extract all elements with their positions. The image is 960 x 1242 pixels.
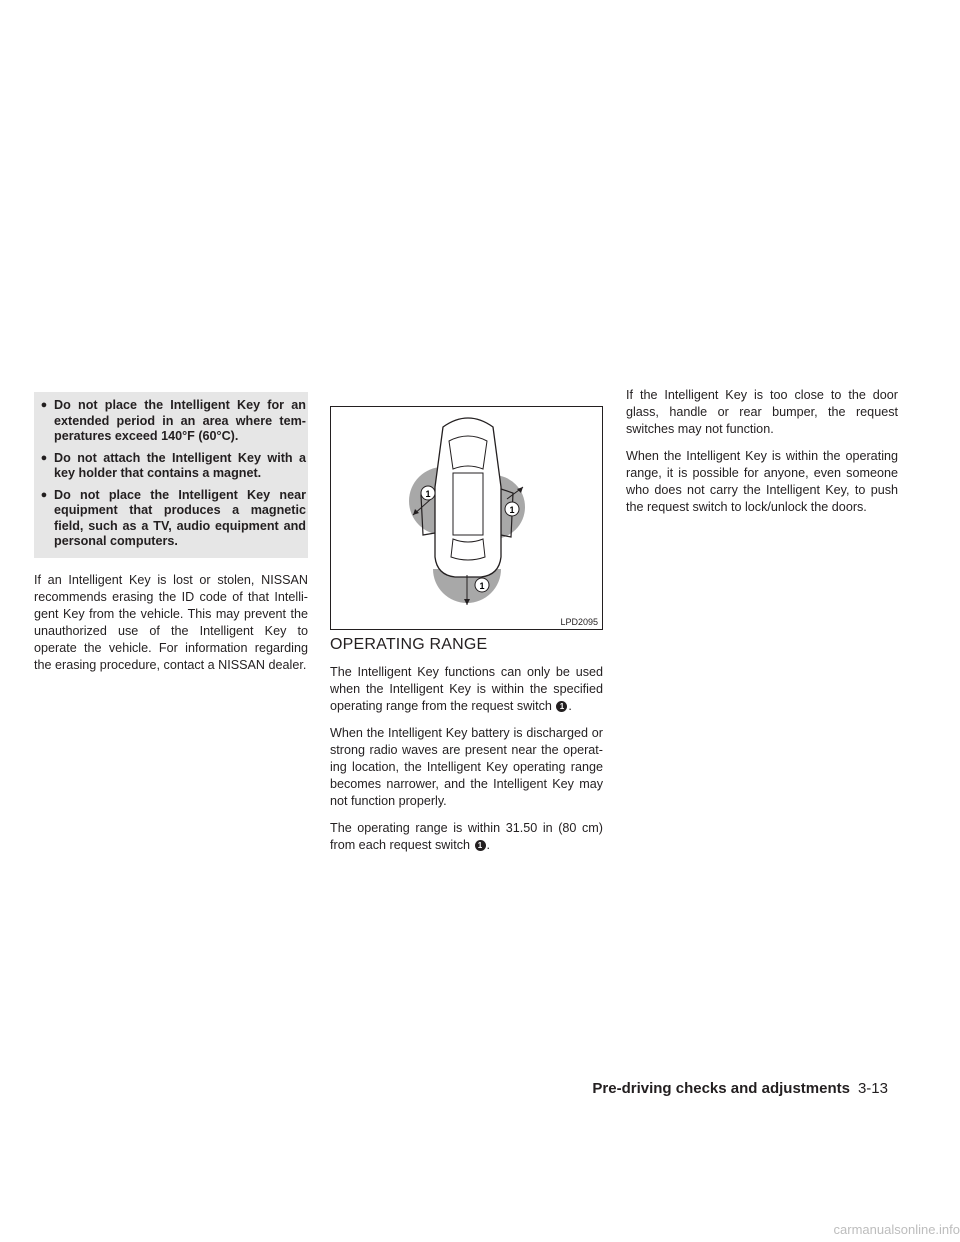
warning-text: Do not attach the Intelligent Key with a key holder that contains a magnet. (54, 450, 306, 480)
range-paragraph-1-end: . (568, 699, 572, 713)
section-heading: OPERATING RANGE (330, 636, 488, 653)
figure-id: LPD2095 (560, 617, 598, 627)
car-body (435, 418, 501, 577)
right-column-text (626, 387, 898, 526)
callout-right-label: 1 (509, 505, 515, 515)
warning-text: Do not place the Intelligent Key near equipment that produces a magnetic field, such as a TV, audio equipment and personal computers. (54, 487, 306, 548)
right-paragraph-2: When the Intelligent Key is within the operating range, it is possible for anyone, even someone who does not carry the Intelligent Key, to push the request switch to lock/unlock the doors. (626, 449, 898, 514)
callout-rear-label: 1 (479, 581, 485, 591)
callout-left-label: 1 (425, 489, 431, 499)
warning-box (34, 392, 308, 558)
footer-section-title: Pre-driving checks and adjustments (592, 1080, 850, 1097)
middle-column-text (330, 664, 603, 864)
warning-item (34, 488, 308, 550)
operating-range-figure (330, 406, 603, 630)
bullet-icon: ● (40, 451, 48, 464)
callout-ref-icon: 1 (556, 701, 567, 712)
range-paragraph-3-end: . (486, 838, 490, 852)
page-number: 3-13 (857, 1080, 888, 1097)
car-top-view-illustration (331, 407, 602, 629)
range-paragraph-1-text: The Intelligent Key functions can only be used when the Intelligent Key is within the specified operating range from the request switch (330, 665, 603, 713)
callout-ref-icon: 1 (475, 840, 486, 851)
bullet-icon: ● (40, 399, 48, 411)
range-paragraph-2: When the Intelligent Key battery is discharged or strong radio waves are present near the operat-ing location, the Intelligent Key operating range becomes narrower, and the Intelligent Key may not function properly. (330, 726, 603, 808)
range-paragraph-3-text: The operating range is within 31.50 in (80 cm) from each request switch (330, 821, 603, 852)
bullet-icon: ● (40, 488, 48, 501)
right-paragraph-1: If the Intelligent Key is too close to the door glass, handle or rear bumper, the request switches may not function. (626, 388, 898, 436)
watermark: carmanualsonline.info (833, 1222, 960, 1237)
range-paragraph-3 (330, 820, 603, 854)
warning-text: Do not place the Intelligent Key for an extended period in an area where tem-peratures exceed 140°F (60°C). (54, 398, 306, 443)
page-footer (592, 1080, 888, 1097)
warning-item (34, 398, 308, 445)
warning-item (34, 451, 308, 482)
lost-key-paragraph: If an Intelligent Key is lost or stolen, NISSAN recommends erasing the ID code of that Intelli-gent Key from the vehicle. This may prevent the unauthorized use of the Intelligent Key to operate the vehicle. For information regarding the erasing procedure, contact a NISSAN dealer. (34, 573, 308, 672)
range-paragraph-1 (330, 664, 603, 715)
